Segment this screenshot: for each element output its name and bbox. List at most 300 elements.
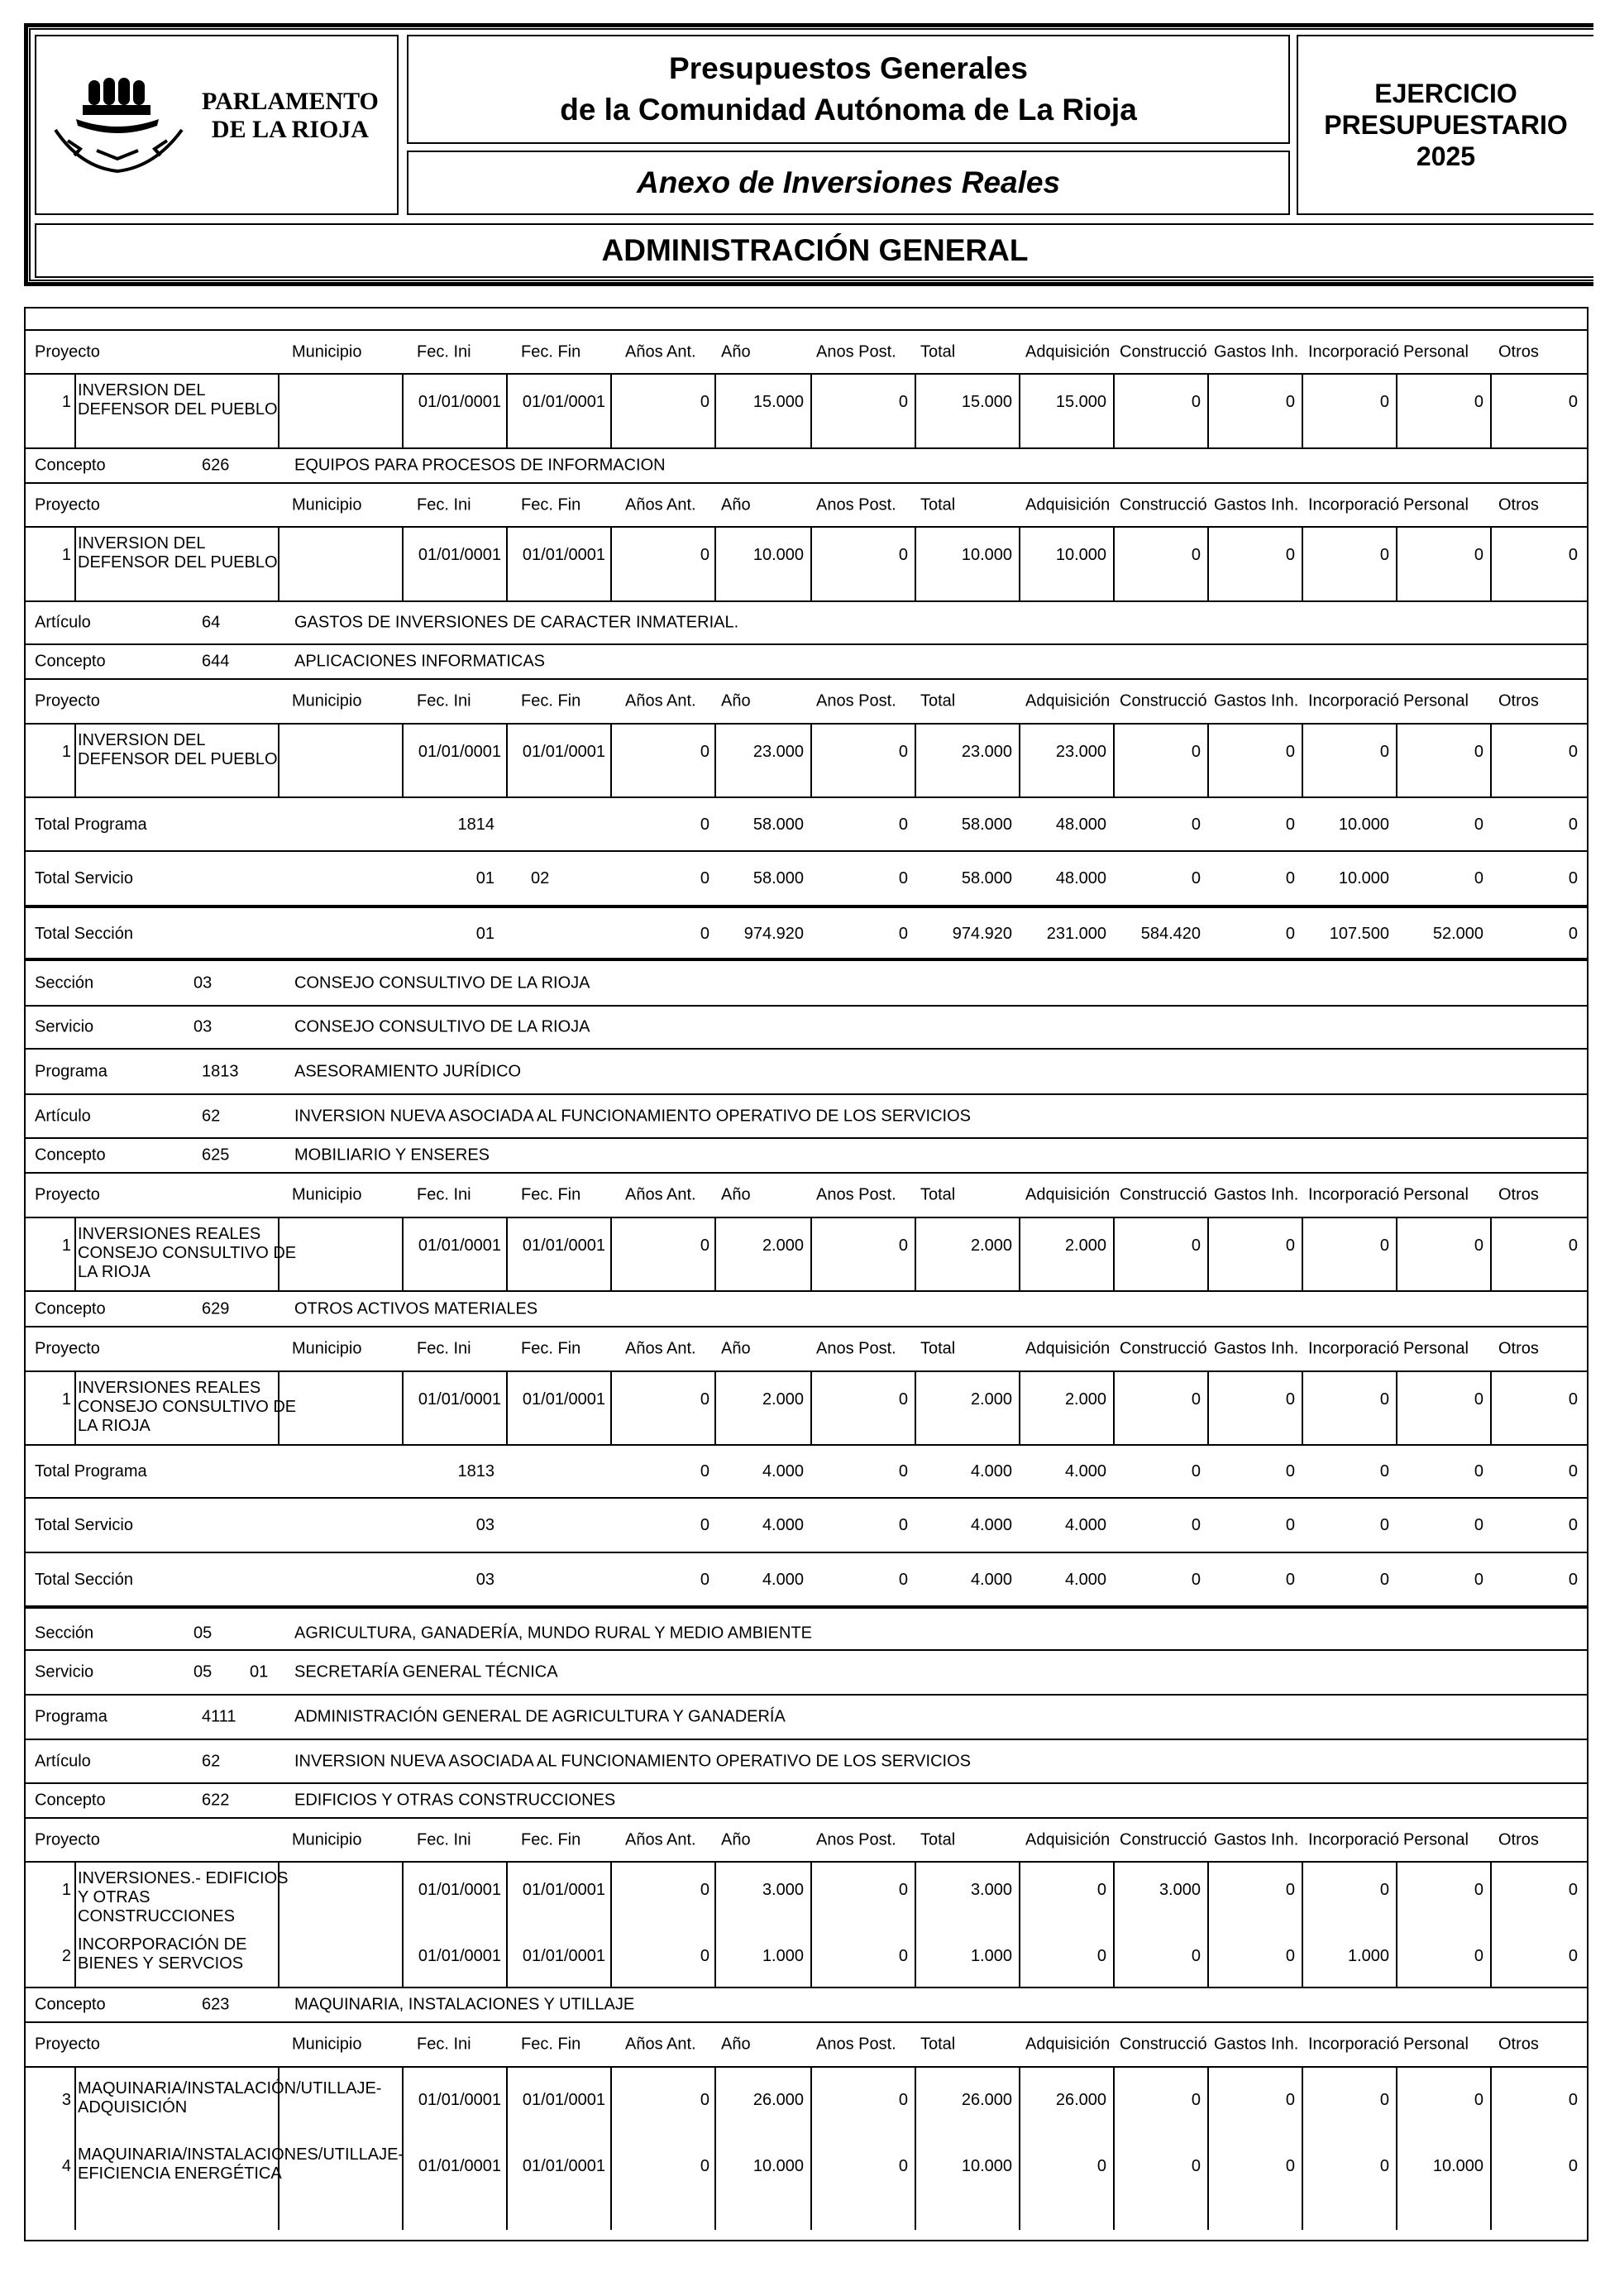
- column-divider: [1490, 528, 1492, 600]
- total-value: 26.000: [961, 2091, 1012, 2109]
- other-value: 0: [1568, 743, 1578, 761]
- row-code: 1813: [202, 1062, 239, 1080]
- later-years-total: 0: [898, 1462, 908, 1480]
- column-divider: [1019, 725, 1020, 796]
- annex-title: Anexo de Inversiones Reales: [636, 165, 1061, 199]
- year-amount-value: 1.000: [762, 1947, 804, 1965]
- row-type-label: Servicio: [35, 1017, 94, 1036]
- column-divider: [1207, 2068, 1209, 2230]
- prior-years-value: 0: [700, 2091, 709, 2109]
- start-date: 01/01/0001: [418, 1947, 501, 1965]
- annex-box: [407, 151, 1290, 215]
- row-description: AGRICULTURA, GANADERÍA, MUNDO RURAL Y MEDIO AMBIENTE: [294, 1624, 813, 1642]
- column-header: Fec. Ini: [417, 691, 471, 710]
- column-divider: [74, 528, 76, 600]
- project-number: 1: [61, 1390, 71, 1409]
- column-header: Gastos Inh.: [1214, 691, 1299, 710]
- column-header: Construcció: [1120, 691, 1207, 710]
- classification-row: [24, 1093, 1589, 1137]
- personnel-value: 0: [1474, 546, 1483, 564]
- classification-row: [24, 958, 1589, 1005]
- title-line-1: Presupuestos Generales: [669, 51, 1028, 85]
- later-years-value: 0: [898, 1881, 908, 1899]
- column-divider: [1302, 528, 1303, 600]
- parliament-name: PARLAMENTO DE LA RIOJA: [202, 88, 379, 143]
- project-number: 1: [61, 1236, 71, 1255]
- other-value: 0: [1568, 1947, 1578, 1965]
- incorporation-total: 0: [1379, 1571, 1389, 1589]
- column-divider: [810, 1218, 812, 1290]
- column-divider: [714, 1218, 716, 1290]
- construction-value: 0: [1191, 1236, 1201, 1255]
- column-header: Otros: [1498, 495, 1539, 514]
- column-divider: [610, 1372, 612, 1444]
- intangible-total: 0: [1285, 925, 1295, 943]
- row-type-label: Concepto: [35, 1299, 106, 1318]
- logo-box: [35, 35, 399, 215]
- column-divider: [1396, 725, 1397, 796]
- total-value: 10.000: [961, 546, 1012, 564]
- acquisition-total: 48.000: [1055, 869, 1106, 887]
- end-date: 01/01/0001: [522, 743, 605, 761]
- intangible-total: 0: [1285, 1516, 1295, 1534]
- row-description: ASESORAMIENTO JURÍDICO: [294, 1062, 522, 1080]
- column-header: Personal: [1403, 495, 1469, 514]
- column-header: Anos Post.: [816, 1830, 896, 1849]
- column-header: Otros: [1498, 1830, 1539, 1849]
- column-divider: [1490, 375, 1492, 447]
- column-divider: [714, 1372, 716, 1444]
- total-code: 1813: [457, 1462, 494, 1480]
- column-divider: [402, 1372, 404, 1444]
- row-type-label: Programa: [35, 1707, 107, 1726]
- row-description: ADMINISTRACIÓN GENERAL DE AGRICULTURA Y GANADERÍA: [294, 1707, 786, 1726]
- personnel-value: 0: [1474, 743, 1483, 761]
- other-total: 0: [1568, 925, 1578, 943]
- column-header: Incorporació: [1308, 1339, 1400, 1358]
- row-type-label: Concepto: [35, 1791, 106, 1810]
- construction-total: 0: [1191, 1571, 1201, 1589]
- prior-years-total: 0: [700, 1571, 709, 1589]
- classification-row: [24, 1987, 1589, 2021]
- incorporation-total: 0: [1379, 1462, 1389, 1480]
- classification-row: [24, 600, 1589, 643]
- total-value: 3.000: [970, 1881, 1012, 1899]
- column-header: Municipio: [292, 691, 362, 710]
- column-divider: [1396, 1863, 1397, 1987]
- year-amount-total: 4.000: [762, 1516, 804, 1534]
- prior-years-value: 0: [700, 2157, 709, 2175]
- column-divider: [610, 375, 612, 447]
- column-header-row: [24, 678, 1589, 723]
- column-header: Años Ant.: [625, 1185, 696, 1204]
- total-total: 4.000: [970, 1462, 1012, 1480]
- column-header: Otros: [1498, 2035, 1539, 2054]
- row-description: MAQUINARIA, INSTALACIONES Y UTILLAJE: [294, 1995, 635, 2014]
- total-row: [24, 905, 1589, 958]
- column-header: Municipio: [292, 2035, 362, 2054]
- incorporation-total: 10.000: [1338, 816, 1389, 834]
- column-header: Anos Post.: [816, 342, 896, 361]
- later-years-value: 0: [898, 743, 908, 761]
- project-number: 1: [61, 743, 71, 761]
- column-divider: [402, 528, 404, 600]
- later-years-value: 0: [898, 1947, 908, 1965]
- column-divider: [1396, 375, 1397, 447]
- personnel-total: 52.000: [1432, 925, 1483, 943]
- total-total: 4.000: [970, 1516, 1012, 1534]
- prior-years-value: 0: [700, 1390, 709, 1409]
- project-number: 1: [61, 393, 71, 411]
- column-header: Fec. Ini: [417, 342, 471, 361]
- column-header: Gastos Inh.: [1214, 1830, 1299, 1849]
- later-years-total: 0: [898, 1516, 908, 1534]
- classification-row: [24, 447, 1589, 482]
- column-header: Total: [920, 1185, 956, 1204]
- year-line-3: 2025: [1416, 141, 1476, 171]
- project-number: 1: [61, 546, 71, 564]
- row-type-label: Concepto: [35, 456, 106, 475]
- column-header: Proyecto: [35, 1830, 100, 1849]
- personnel-value: 0: [1474, 1390, 1483, 1409]
- column-divider: [402, 1863, 404, 1987]
- personnel-value: 0: [1474, 1947, 1483, 1965]
- column-header-row: [24, 1172, 1589, 1217]
- construction-value: 0: [1191, 1390, 1201, 1409]
- column-divider: [506, 725, 508, 796]
- total-row: [24, 1444, 1589, 1497]
- year-box: [1297, 35, 1593, 215]
- row-description: GASTOS DE INVERSIONES DE CARACTER INMATERIAL.: [294, 613, 739, 632]
- column-header: Incorporació: [1308, 342, 1400, 361]
- column-header: Año: [721, 2035, 751, 2054]
- column-header: Año: [721, 1830, 751, 1849]
- row-description: OTROS ACTIVOS MATERIALES: [294, 1299, 538, 1318]
- acquisition-total: 4.000: [1064, 1571, 1106, 1589]
- column-divider: [1302, 2068, 1303, 2230]
- column-divider: [1302, 725, 1303, 796]
- row-code: 05: [193, 1662, 213, 1681]
- row-description: INVERSION NUEVA ASOCIADA AL FUNCIONAMIENTO OPERATIVO DE LOS SERVICIOS: [294, 1752, 971, 1770]
- column-header: Incorporació: [1308, 691, 1400, 710]
- incorporation-value: 0: [1379, 2157, 1389, 2175]
- column-header: Construcció: [1120, 495, 1207, 514]
- total-code: 03: [475, 1571, 494, 1589]
- column-divider: [1302, 1218, 1303, 1290]
- column-header: Fec. Fin: [521, 691, 581, 710]
- intangible-total: 0: [1285, 869, 1295, 887]
- row-description: APLICACIONES INFORMATICAS: [294, 652, 546, 671]
- column-divider: [1490, 1218, 1492, 1290]
- personnel-value: 0: [1474, 393, 1483, 411]
- start-date: 01/01/0001: [418, 743, 501, 761]
- classification-row: [24, 1739, 1589, 1782]
- row-code: 62: [202, 1752, 221, 1770]
- construction-value: 0: [1191, 2091, 1201, 2109]
- column-header: Anos Post.: [816, 1185, 896, 1204]
- acquisition-total: 4.000: [1064, 1516, 1106, 1534]
- column-divider: [1207, 1863, 1209, 1987]
- column-header: Fec. Ini: [417, 2035, 471, 2054]
- column-divider: [506, 2068, 508, 2230]
- prior-years-value: 0: [700, 546, 709, 564]
- row-description: CONSEJO CONSULTIVO DE LA RIOJA: [294, 1017, 590, 1036]
- construction-value: 0: [1191, 743, 1201, 761]
- column-header: Gastos Inh.: [1214, 2035, 1299, 2054]
- end-date: 01/01/0001: [522, 1881, 605, 1899]
- column-header: Gastos Inh.: [1214, 495, 1299, 514]
- row-type-label: Concepto: [35, 652, 106, 671]
- later-years-value: 0: [898, 393, 908, 411]
- column-divider: [74, 1372, 76, 1444]
- total-label: Total Programa: [35, 816, 147, 834]
- row-code: 625: [202, 1146, 230, 1165]
- column-header: Personal: [1403, 691, 1469, 710]
- total-total: 974.920: [952, 925, 1012, 943]
- total-value: 10.000: [961, 2157, 1012, 2175]
- later-years-value: 0: [898, 2091, 908, 2109]
- classification-row: [24, 1694, 1589, 1739]
- construction-value: 0: [1191, 393, 1201, 411]
- personnel-value: 0: [1474, 2091, 1483, 2109]
- row-code: 64: [202, 613, 221, 632]
- column-divider: [1113, 1218, 1115, 1290]
- row-code: 644: [202, 652, 230, 671]
- column-divider: [610, 528, 612, 600]
- row-subcode: 01: [250, 1662, 269, 1681]
- column-divider: [1113, 2068, 1115, 2230]
- year-amount-value: 10.000: [752, 2157, 804, 2175]
- start-date: 01/01/0001: [418, 1390, 501, 1409]
- end-date: 01/01/0001: [522, 546, 605, 564]
- later-years-total: 0: [898, 816, 908, 834]
- other-value: 0: [1568, 1881, 1578, 1899]
- column-divider: [1207, 725, 1209, 796]
- column-divider: [74, 1218, 76, 1290]
- column-divider: [1302, 1372, 1303, 1444]
- column-divider: [1113, 1372, 1115, 1444]
- column-header: Total: [920, 691, 956, 710]
- total-code: 1814: [457, 816, 494, 834]
- total-row: [24, 796, 1589, 850]
- classification-row: [24, 1005, 1589, 1048]
- admin-box: [35, 223, 1593, 278]
- column-divider: [1490, 725, 1492, 796]
- total-label: Total Servicio: [35, 869, 133, 887]
- classification-row: [24, 1290, 1589, 1326]
- year-amount-value: 23.000: [752, 743, 804, 761]
- column-header: Anos Post.: [816, 1339, 896, 1358]
- total-label: Total Sección: [35, 925, 133, 943]
- column-header: Total: [920, 1339, 956, 1358]
- column-header: Fec. Ini: [417, 1830, 471, 1849]
- other-total: 0: [1568, 1571, 1578, 1589]
- row-description: CONSEJO CONSULTIVO DE LA RIOJA: [294, 973, 590, 992]
- title-line-2: de la Comunidad Autónoma de La Rioja: [560, 93, 1137, 127]
- later-years-value: 0: [898, 1390, 908, 1409]
- project-row: [24, 1370, 1589, 1444]
- construction-total: 584.420: [1140, 925, 1201, 943]
- acquisition-value: 0: [1096, 2157, 1106, 2175]
- total-total: 58.000: [961, 869, 1012, 887]
- project-description: INCORPORACIÓN DE BIENES Y SERVCIOS: [78, 1935, 247, 1973]
- column-divider: [915, 1372, 916, 1444]
- column-divider: [506, 1863, 508, 1987]
- column-divider: [810, 1863, 812, 1987]
- column-header: Municipio: [292, 495, 362, 514]
- column-divider: [610, 725, 612, 796]
- incorporation-value: 0: [1379, 1390, 1389, 1409]
- row-code: 626: [202, 456, 230, 475]
- classification-row: [24, 1649, 1589, 1694]
- personnel-total: 0: [1474, 869, 1483, 887]
- end-date: 01/01/0001: [522, 2091, 605, 2109]
- project-number: 3: [61, 2091, 71, 2109]
- column-divider: [1490, 2068, 1492, 2230]
- start-date: 01/01/0001: [418, 2157, 501, 2175]
- start-date: 01/01/0001: [418, 546, 501, 564]
- prior-years-value: 0: [700, 743, 709, 761]
- later-years-value: 0: [898, 546, 908, 564]
- later-years-total: 0: [898, 869, 908, 887]
- project-description: INVERSIONES.- EDIFICIOS Y OTRAS CONSTRUCCIONES: [78, 1869, 289, 1925]
- column-header: Municipio: [292, 1339, 362, 1358]
- row-type-label: Concepto: [35, 1995, 106, 2014]
- incorporation-value: 0: [1379, 546, 1389, 564]
- column-header: Fec. Fin: [521, 1339, 581, 1358]
- column-header: Proyecto: [35, 495, 100, 514]
- total-value: 23.000: [961, 743, 1012, 761]
- acquisition-value: 0: [1096, 1947, 1106, 1965]
- construction-value: 3.000: [1159, 1881, 1201, 1899]
- incorporation-total: 107.500: [1329, 925, 1389, 943]
- column-divider: [506, 375, 508, 447]
- row-type-label: Sección: [35, 1624, 94, 1642]
- column-divider: [1019, 528, 1020, 600]
- column-header: Adquisición: [1025, 691, 1111, 710]
- column-divider: [915, 2068, 916, 2230]
- column-divider: [506, 1372, 508, 1444]
- classification-row: [24, 1782, 1589, 1817]
- row-description: INVERSION NUEVA ASOCIADA AL FUNCIONAMIENTO OPERATIVO DE LOS SERVICIOS: [294, 1107, 971, 1125]
- prior-years-value: 0: [700, 393, 709, 411]
- classification-row: [24, 643, 1589, 678]
- column-divider: [1490, 1372, 1492, 1444]
- year-amount-total: 4.000: [762, 1571, 804, 1589]
- other-value: 0: [1568, 2091, 1578, 2109]
- construction-total: 0: [1191, 869, 1201, 887]
- prior-years-total: 0: [700, 869, 709, 887]
- column-header: Anos Post.: [816, 691, 896, 710]
- project-row: [24, 373, 1589, 447]
- acquisition-total: 48.000: [1055, 816, 1106, 834]
- column-header: Fec. Fin: [521, 2035, 581, 2054]
- column-header: Adquisición: [1025, 2035, 1111, 2054]
- title-box: [407, 35, 1290, 144]
- column-header: Fec. Fin: [521, 342, 581, 361]
- total-label: Total Programa: [35, 1462, 147, 1480]
- column-header: Personal: [1403, 1339, 1469, 1358]
- row-type-label: Servicio: [35, 1662, 94, 1681]
- other-total: 0: [1568, 816, 1578, 834]
- column-divider: [1396, 528, 1397, 600]
- project-description: INVERSIONES REALES CONSEJO CONSULTIVO DE LA RIOJA: [78, 1225, 297, 1281]
- row-type-label: Concepto: [35, 1146, 106, 1165]
- total-value: 2.000: [970, 1390, 1012, 1409]
- column-header: Año: [721, 1185, 751, 1204]
- column-divider: [1019, 1863, 1020, 1987]
- construction-total: 0: [1191, 816, 1201, 834]
- column-header: Personal: [1403, 1830, 1469, 1849]
- project-row-group: [24, 1861, 1589, 1987]
- column-header: Anos Post.: [816, 2035, 896, 2054]
- column-divider: [1396, 2068, 1397, 2230]
- acquisition-value: 2.000: [1064, 1390, 1106, 1409]
- row-type-label: Artículo: [35, 1107, 91, 1125]
- column-header: Años Ant.: [625, 691, 696, 710]
- acquisition-value: 23.000: [1055, 743, 1106, 761]
- intangible-value: 0: [1285, 1390, 1295, 1409]
- column-header: Municipio: [292, 1830, 362, 1849]
- row-description: EDIFICIOS Y OTRAS CONSTRUCCIONES: [294, 1791, 616, 1810]
- prior-years-total: 0: [700, 925, 709, 943]
- column-divider: [1207, 1372, 1209, 1444]
- later-years-total: 0: [898, 925, 908, 943]
- column-header: Total: [920, 1830, 956, 1849]
- column-divider: [810, 375, 812, 447]
- column-divider: [810, 2068, 812, 2230]
- later-years-total: 0: [898, 1571, 908, 1589]
- year-amount-total: 974.920: [743, 925, 804, 943]
- project-number: 4: [61, 2157, 71, 2175]
- row-code: 622: [202, 1791, 230, 1810]
- column-header: Gastos Inh.: [1214, 342, 1299, 361]
- intangible-value: 0: [1285, 743, 1295, 761]
- other-total: 0: [1568, 1516, 1578, 1534]
- total-value: 15.000: [961, 393, 1012, 411]
- project-number: 2: [61, 1947, 71, 1965]
- total-code: 01: [475, 925, 494, 943]
- total-label: Total Servicio: [35, 1516, 133, 1534]
- column-header: Otros: [1498, 1185, 1539, 1204]
- column-divider: [506, 528, 508, 600]
- column-divider: [810, 725, 812, 796]
- project-row: [24, 1217, 1589, 1290]
- column-divider: [1113, 1863, 1115, 1987]
- personnel-total: 0: [1474, 1462, 1483, 1480]
- project-description: MAQUINARIA/INSTALACIÓN/UTILLAJE-ADQUISICIÓN: [78, 2079, 382, 2117]
- total-value: 1.000: [970, 1947, 1012, 1965]
- column-header: Incorporació: [1308, 1830, 1400, 1849]
- row-description: EQUIPOS PARA PROCESOS DE INFORMACION: [294, 456, 666, 475]
- column-header: Personal: [1403, 1185, 1469, 1204]
- column-header: Años Ant.: [625, 1830, 696, 1849]
- column-header: Años Ant.: [625, 342, 696, 361]
- prior-years-value: 0: [700, 1881, 709, 1899]
- column-divider: [610, 2068, 612, 2230]
- column-divider: [1207, 1218, 1209, 1290]
- column-header: Adquisición: [1025, 1830, 1111, 1849]
- incorporation-value: 0: [1379, 2091, 1389, 2109]
- row-description: MOBILIARIO Y ENSERES: [294, 1146, 490, 1165]
- column-divider: [1019, 1218, 1020, 1290]
- column-header: Otros: [1498, 342, 1539, 361]
- other-total: 0: [1568, 1462, 1578, 1480]
- column-header: Construcció: [1120, 1830, 1207, 1849]
- column-header: Anos Post.: [816, 495, 896, 514]
- column-divider: [915, 1863, 916, 1987]
- total-value: 2.000: [970, 1236, 1012, 1255]
